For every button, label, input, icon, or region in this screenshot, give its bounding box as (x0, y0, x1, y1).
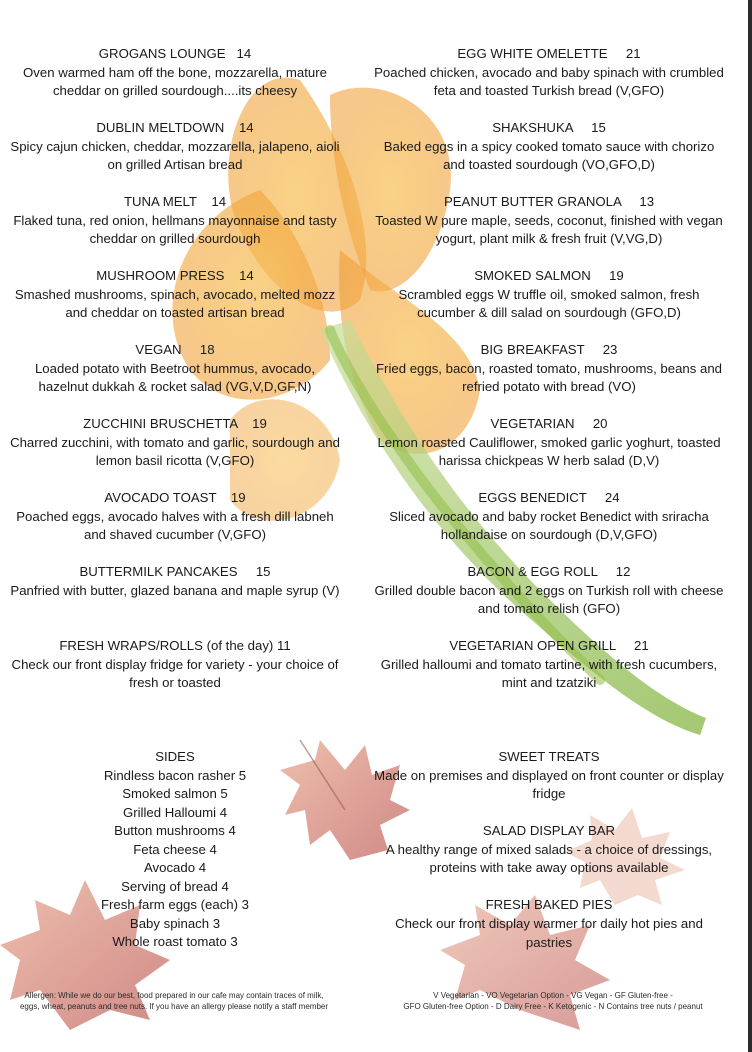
menu-item (10, 415, 340, 489)
allergen-note: Allergen: While we do our best, food prepared in our cafe may contain traces of milk, eggs, wheat, peanuts and tree nuts. If you have an allergy please notify a staff member (19, 991, 329, 1011)
menu-item-description: Sliced avocado and baby rocket Benedict with sriracha hollandaise on sourdough (D,V,GFO) (389, 508, 709, 543)
extra-description: Made on premises and displayed on front counter or display fridge (374, 767, 724, 802)
extra-title: SWEET TREATS (498, 749, 600, 764)
menu-item-description: Grilled double bacon and 2 eggs on Turkish roll with cheese and tomato relish (GFO) (374, 582, 724, 617)
menu-item-title: AVOCADO TOAST 19 (104, 490, 246, 505)
extra-description: A healthy range of mixed salads - a choice of dressings, proteins with take away options available (385, 841, 713, 876)
menu-item-description: Poached chicken, avocado and baby spinach with crumbled feta and toasted Turkish bread (V,GFO) (374, 64, 724, 99)
menu-item (10, 341, 340, 415)
menu-item-description: Grilled halloumi and tomato tartine, with fresh cucumbers, mint and tzatziki (380, 656, 718, 691)
menu-item (10, 563, 340, 637)
menu-item-description: Oven warmed ham off the bone, mozzarella, mature cheddar on grilled sourdough....its cheesy (23, 64, 327, 99)
menu-item-title: VEGETARIAN 20 (490, 416, 608, 431)
dietary-legend (378, 990, 728, 1012)
side-item: Button mushrooms 4 (114, 823, 236, 838)
menu-item (10, 193, 340, 267)
menu-item (10, 119, 340, 193)
extra-description: Check our front display warmer for daily hot pies and pastries (395, 915, 703, 950)
menu-item-title: SMOKED SALMON 19 (474, 268, 624, 283)
menu-item-description: Smashed mushrooms, spinach, avocado, melted mozz and cheddar on toasted artisan bread (14, 286, 336, 321)
menu-item-description: Toasted W pure maple, seeds, coconut, finished with vegan yogurt, plant milk & fresh fruit (V,VG,D) (375, 212, 723, 247)
menu-item-description: Fried eggs, bacon, roasted tomato, mushrooms, beans and refried potato with bread (VO) (376, 360, 722, 395)
menu-item (374, 45, 724, 119)
menu-left-column (10, 45, 340, 711)
menu-item-title: EGGS BENEDICT 24 (478, 490, 620, 505)
menu-item (374, 637, 724, 711)
menu-item-title: SHAKSHUKA 15 (492, 120, 606, 135)
side-item: Rindless bacon rasher 5 (103, 767, 247, 783)
extras-section (374, 748, 724, 971)
menu-item-title: TUNA MELT 14 (123, 194, 227, 209)
extra-title: FRESH BAKED PIES (485, 897, 613, 913)
menu-item-description: Flaked tuna, red onion, hellmans mayonnaise and tasty cheddar on grilled sourdough (13, 212, 337, 247)
side-item: Serving of bread 4 (121, 878, 229, 894)
menu-item-description: Lemon roasted Cauliflower, smoked garlic yoghurt, toasted harissa chickpeas W herb salad (D,V) (377, 434, 721, 469)
menu-item (374, 341, 724, 415)
menu-item (374, 119, 724, 193)
menu-item-description: Spicy cajun chicken, cheddar, mozzarella, jalapeno, aioli on grilled Artisan bread (10, 138, 340, 173)
menu-item (374, 563, 724, 637)
menu-item-description: Poached eggs, avocado halves with a fresh dill labneh and shaved cucumber (V,GFO) (16, 508, 334, 543)
extra-title: SALAD DISPLAY BAR (482, 823, 616, 839)
menu-item (374, 415, 724, 489)
menu-item-title: VEGAN 18 (135, 342, 215, 357)
menu-item-description: Check our front display fridge for variety - your choice of fresh or toasted (11, 656, 339, 691)
menu-item (374, 193, 724, 267)
menu-item-title: FRESH WRAPS/ROLLS (of the day) 11 (59, 638, 291, 653)
menu-item-description: Scrambled eggs W truffle oil, smoked salmon, fresh cucumber & dill salad on sourdough (GFO,D) (398, 286, 700, 321)
menu-item-description: Loaded potato with Beetroot hummus, avocado, hazelnut dukkah & rocket salad (VG,V,D,GF,N) (34, 360, 316, 395)
menu-item-title: ZUCCHINI BRUSCHETTA 19 (83, 416, 267, 431)
menu-item-description: Panfried with butter, glazed banana and maple syrup (V) (10, 582, 340, 598)
menu-item-title: GROGANS LOUNGE 14 (98, 46, 252, 61)
menu-item-title: MUSHROOM PRESS 14 (96, 268, 254, 283)
menu-item-description: Baked eggs in a spicy cooked tomato sauce with chorizo and toasted sourdough (VO,GFO,D) (383, 138, 715, 173)
menu-item (10, 489, 340, 563)
sides-section (10, 748, 340, 952)
extra-item (374, 748, 724, 804)
side-item: Baby spinach 3 (129, 915, 221, 931)
side-item: Smoked salmon 5 (122, 786, 228, 801)
menu-item (10, 637, 340, 711)
side-item: Feta cheese 4 (133, 841, 217, 857)
menu-item-title: BIG BREAKFAST 23 (480, 342, 618, 357)
menu-item-title: DUBLIN MELTDOWN 14 (96, 120, 254, 135)
dietary-legend-line: V Vegetarian - VO Vegetarian Option - VG Vegan - GF Gluten-free - (433, 991, 673, 1000)
side-item: Grilled Halloumi 4 (122, 804, 228, 820)
menu-item (374, 489, 724, 563)
menu-item-description: Charred zucchini, with tomato and garlic, sourdough and lemon basil ricotta (V,GFO) (10, 434, 340, 469)
menu-item (10, 267, 340, 341)
menu-item-title: BUTTERMILK PANCAKES 15 (79, 564, 271, 579)
menu-item (374, 267, 724, 341)
menu-item-title: VEGETARIAN OPEN GRILL 21 (449, 638, 649, 653)
menu-item-title: BACON & EGG ROLL 12 (467, 564, 631, 579)
sides-title: SIDES (155, 749, 195, 764)
menu-item-title: PEANUT BUTTER GRANOLA 13 (443, 194, 655, 209)
dietary-legend-line: GFO Gluten-free Option - D Dairy Free - K Ketogenic - N Contains tree nuts / peanut (403, 1002, 703, 1011)
menu-item (10, 45, 340, 119)
menu-right-column (374, 45, 724, 711)
side-item: Avocado 4 (143, 860, 207, 875)
extra-item (374, 896, 724, 952)
menu-item-title: EGG WHITE OMELETTE 21 (457, 46, 641, 61)
extra-item (374, 822, 724, 878)
side-item: Whole roast tomato 3 (112, 934, 238, 949)
side-item: Fresh farm eggs (each) 3 (100, 897, 250, 912)
